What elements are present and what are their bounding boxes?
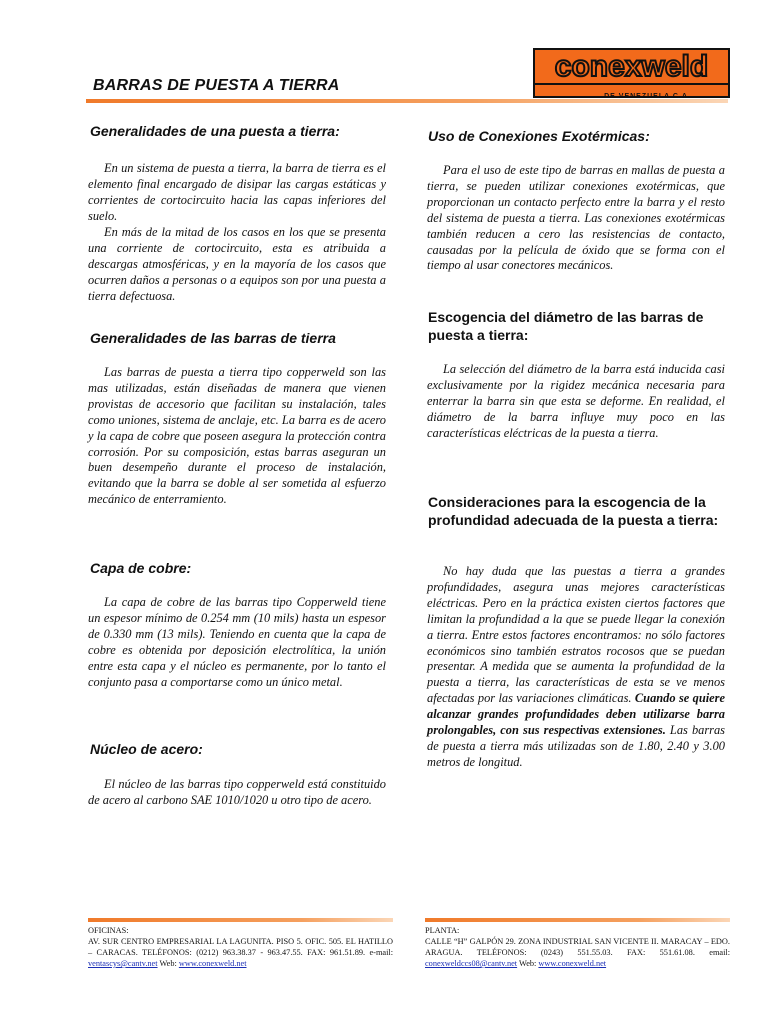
paragraph-consideraciones-profundidad <box>427 564 725 771</box>
text-profundidad-intro: No hay duda que las puestas a tierra a grandes profundidades, asegura unas mejores características eléctricas. Pero en la práctica existen ciertos factores que limitan la profundidad a la que se puede llegar la conexión a tierra. Entre estos factores encontramos: no sólo factores económicos sino también estratos rocosos que se puedan presentar. A medida que se aumenta la profundidad de la puesta a tierra, las características de esta se ve menos afectadas por las variaciones climáticas. <box>427 564 725 706</box>
footer-planta-email-link[interactable]: conexweldccs08@cantv.net <box>425 959 518 968</box>
heading-consideraciones-profundidad: Consideraciones para la escogencia de la profundidad adecuada de la puesta a tierra: <box>428 494 719 528</box>
logo-subtitle: DE VENEZUELA C.A. <box>604 93 691 100</box>
logo-subtitle-bar <box>533 85 730 98</box>
footer-oficinas-email-link[interactable]: ventascys@cantv.net <box>88 959 158 968</box>
footer-planta-web-link[interactable]: www.conexweld.net <box>538 959 607 968</box>
footer-planta-address <box>425 936 730 969</box>
paragraph-generalidades-barras: Las barras de puesta a tierra tipo copperweld son las mas utilizadas, están diseñadas de manera que vienen provistas de accesorio que facilitan su instalación, tales como uniones, sistema de anclaje, etc. La barra es de acero y la capa de cobre que poseen asegura la protección contra corrosión. Por su composición, estas barras aseguran un buen desempeño durante el proceso de instalación, evitando que la barra se doble al ser sometida al esfuerzo mecánico de enterramiento. <box>88 365 386 507</box>
heading-capa-cobre: Capa de cobre: <box>90 560 192 576</box>
footer-divider-left <box>88 918 393 922</box>
footer-divider-right <box>425 918 730 922</box>
logo-wordmark: conexweld <box>554 49 709 83</box>
paragraph-capa-cobre: La capa de cobre de las barras tipo Copperweld tiene un espesor mínimo de 0.254 mm (10 mils) hasta un espesor de 0.330 mm (13 mils). Teniendo en cuenta que la capa de cobre es obtenida por deposición electrolítica, la unión entre esta capa y el núcleo es permanente, por lo tanto el conjunto pasa a comportarse como un único metal. <box>88 595 386 689</box>
heading-conexiones-exotermicas: Uso de Conexiones Exotérmicas: <box>428 128 650 144</box>
footer-oficinas-web-link[interactable]: www.conexweld.net <box>178 959 247 968</box>
company-logo <box>533 48 730 98</box>
heading-escogencia-diametro: Escogencia del diámetro de las barras de puesta a tierra: <box>428 309 704 343</box>
footer-planta <box>425 925 730 969</box>
heading-generalidades-barras: Generalidades de las barras de tierra <box>90 330 336 346</box>
page-title: BARRAS DE PUESTA A TIERRA <box>93 77 340 94</box>
text-profundidad-bold: Cuando se quiere alcanzar grandes profundidades deben utilizarse barra prolongables, con sus respectivas extensiones. <box>427 691 725 738</box>
logo-badge <box>533 48 730 85</box>
paragraph-generalidades-puesta-2: En más de la mitad de los casos en los que se presenta una corriente de cortocircuito, esta es atribuida a descargas atmosféricas, y en la mayoría de los casos que ocurren daños a personas o a equipos son por una puesta a tierra defectuosa. <box>88 225 386 303</box>
footer-planta-label: PLANTA: <box>425 926 460 935</box>
footer-planta-web-label: Web: <box>517 959 539 968</box>
heading-generalidades-puesta: Generalidades de una puesta a tierra: <box>90 123 340 139</box>
footer-oficinas-label: OFICINAS: <box>88 926 129 935</box>
text-profundidad-longitud: Las barras de puesta a tierra más utilizadas son de 1.80, 2.40 y 3.00 metros de longitud. <box>427 723 725 769</box>
heading-nucleo-acero: Núcleo de acero: <box>90 741 203 757</box>
footer-planta-text: CALLE “H” GALPÓN 29. ZONA INDUSTRIAL SAN VICENTE II. MARACAY – EDO. ARAGUA. TELÉFONOS: (0243) 551.55.03. FAX: 551.61.08. email: <box>425 937 730 957</box>
footer-oficinas-address <box>88 936 393 969</box>
paragraph-nucleo-acero: El núcleo de las barras tipo copperweld está constituido de acero al carbono SAE 1010/1020 u otro tipo de acero. <box>88 777 386 807</box>
footer-oficinas-web-label: Web: <box>157 959 179 968</box>
paragraph-conexiones-exotermicas: Para el uso de este tipo de barras en mallas de puesta a tierra, se pueden utilizar conexiones exotérmicas, que proporcionan un contacto perfecto entre la barra y el resto del sistema de puesta a tierra. Las conexiones exotérmicas también reducen a cero las resistencias de contacto, causadas por la película de óxido que se forma con el tiempo al usar conectores mecánicos. <box>427 163 725 273</box>
paragraph-escogencia-diametro: La selección del diámetro de la barra está inducida casi exclusivamente por la rigidez mecánica necesaria para enterrar la barra sin que esta se deforme. En realidad, el diámetro de la barra influye muy poco en las características eléctricas de la puesta a tierra. <box>427 362 725 440</box>
paragraph-generalidades-puesta-1: En un sistema de puesta a tierra, la barra de tierra es el elemento final encargado de disipar las cargas estáticas y corrientes de cortocircuito hacia las capas inferiores del suelo. <box>88 161 386 223</box>
footer-oficinas <box>88 925 393 969</box>
footer-oficinas-text: AV. SUR CENTRO EMPRESARIAL LA LAGUNITA. PISO 5. OFIC. 505. EL HATILLO – CARACAS. TELÉFONOS: (0212) 963.38.37 - 963.47.55. FAX: 961.51.89. e-mail: <box>88 937 393 957</box>
